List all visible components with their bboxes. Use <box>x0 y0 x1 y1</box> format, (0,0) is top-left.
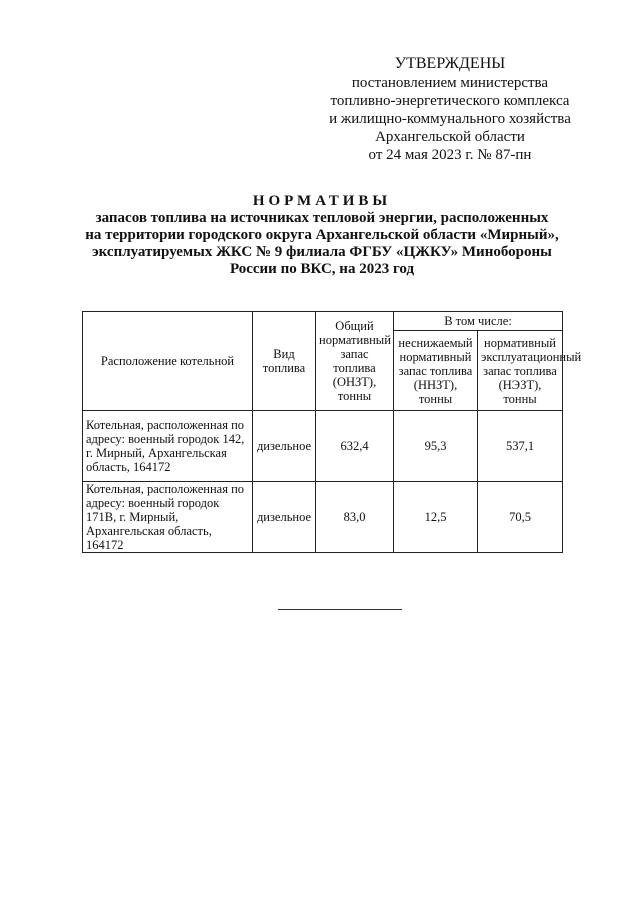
title-line: запасов топлива на источниках тепловой энергии, расположенных <box>95 210 549 226</box>
approval-line: постановлением министерства <box>351 75 549 91</box>
cell-nezt: 537,1 <box>478 411 563 482</box>
cell-nnzt: 95,3 <box>394 411 478 482</box>
cell-total: 632,4 <box>316 411 394 482</box>
title-main: НОРМАТИВЫ <box>252 193 392 209</box>
approval-heading: УТВЕРЖДЕНЫ <box>394 55 506 72</box>
document-title <box>80 193 564 278</box>
closing-divider <box>278 609 402 610</box>
cell-location: Котельная, расположенная по адресу: военный городок 171В, г. Мирный, Архангельская область, 164172 <box>83 482 253 553</box>
header-total-reserve: Общий нормативный запас топлива (ОНЗТ), тонны <box>316 312 394 411</box>
header-nezt: нормативный эксплуатационный запас топлива (НЭЗТ), тонны <box>478 331 563 411</box>
table-header-row <box>83 312 563 331</box>
header-nnzt: неснижаемый нормативный запас топлива (ННЗТ), тонны <box>394 331 478 411</box>
table-row <box>83 411 563 482</box>
table-row <box>83 482 563 553</box>
cell-fuel: дизельное <box>253 482 316 553</box>
approval-line: и жилищно-коммунального хозяйства <box>329 111 571 127</box>
norms-table <box>82 311 582 553</box>
title-line: эксплуатируемых ЖКС № 9 филиала ФГБУ «ЦЖКУ» Минобороны <box>92 244 552 260</box>
title-line: России по ВКС, на 2023 год <box>229 261 415 277</box>
approval-date-line: от 24 мая 2023 г. № 87-пн <box>368 147 532 163</box>
header-including: В том числе: <box>394 312 563 331</box>
cell-fuel: дизельное <box>253 411 316 482</box>
approval-line: топливно-энергетического комплекса <box>330 93 570 109</box>
cell-nnzt: 12,5 <box>394 482 478 553</box>
header-location: Расположение котельной <box>83 312 253 411</box>
cell-total: 83,0 <box>316 482 394 553</box>
cell-nezt: 70,5 <box>478 482 563 553</box>
cell-location: Котельная, расположенная по адресу: военный городок 142, г. Мирный, Архангельская область, 164172 <box>83 411 253 482</box>
approval-block <box>300 55 600 164</box>
approval-line: Архангельской области <box>375 129 525 145</box>
title-line: на территории городского округа Архангельской области «Мирный», <box>85 227 559 243</box>
header-fuel-type: Вид топлива <box>253 312 316 411</box>
